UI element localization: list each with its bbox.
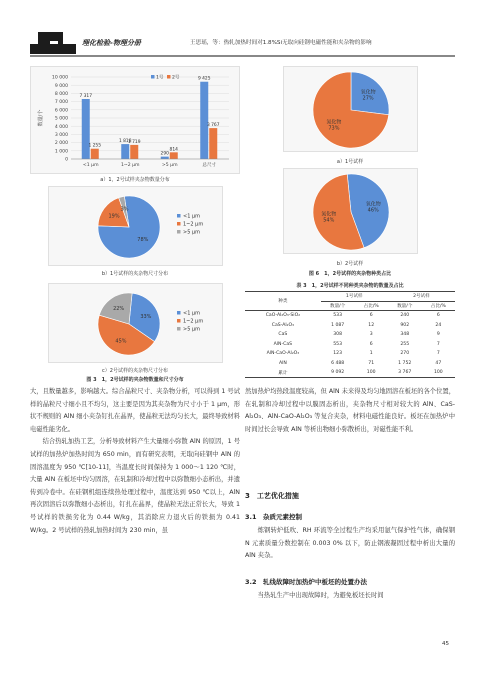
pie6b-caption: b）2号试样 — [336, 261, 364, 267]
y-tick-label: 7 000 — [54, 100, 68, 106]
table-cell: 6 — [369, 341, 373, 347]
section-3-1-text — [245, 525, 455, 563]
table-cell: 7 — [436, 341, 440, 347]
table-cell: 1 087 — [331, 322, 345, 328]
size-pie-sample2 — [49, 284, 224, 364]
bar — [82, 99, 90, 159]
y-tick-label: 6 000 — [54, 108, 68, 114]
table-cell: 308 — [333, 332, 343, 338]
table-cell: 7 — [436, 351, 440, 357]
table-row — [245, 349, 455, 359]
legend-label: 1~2 μm — [183, 318, 204, 325]
legend-swatch — [167, 75, 171, 79]
pie-b-frame — [48, 186, 223, 266]
table-cell: 3 767 — [388, 368, 422, 378]
table-row — [245, 368, 455, 378]
section-3-1-heading: 3.1 杂质元素控制 — [245, 513, 303, 521]
paragraph: 当热轧生产中出现故障时，为避免板坯长时间 — [257, 592, 384, 599]
section-3-heading: 3 工艺优化措施 — [245, 492, 299, 500]
table-cell: 3 — [369, 332, 373, 338]
table3 — [245, 291, 455, 378]
table-subhead: 占比/% — [422, 301, 455, 311]
bar — [161, 157, 169, 159]
slice-label: 46% — [367, 207, 379, 214]
table-cell: 100 — [422, 368, 455, 378]
bar — [200, 82, 208, 159]
table-cell: 71 — [368, 360, 375, 366]
y-tick-label: 3 000 — [54, 133, 68, 138]
y-tick-label: 10 000 — [51, 75, 68, 81]
table-cell: 348 — [400, 332, 410, 338]
table-cell: AlN-CaO-Al₂O₃ — [266, 351, 300, 357]
type-pie-sample2 — [284, 169, 419, 255]
table-cell: 270 — [400, 351, 410, 357]
running-title: 王思瑶，等：热轧加热时间对1.8%Si无取向硅钢电磁性能和夹杂物的影响 — [190, 40, 372, 46]
slice-label: 氮化物 — [326, 119, 342, 126]
data-label: 3 767 — [206, 123, 220, 129]
data-label: 290 — [160, 151, 169, 157]
table-cell: 255 — [400, 341, 410, 347]
x-tick-label: 1~2 μm — [120, 163, 140, 168]
legend-label: >5 μm — [183, 326, 201, 333]
table-cell: 240 — [400, 313, 410, 319]
paragraph: 大，且数量越多，影响越大。综合晶粒尺寸、夹杂物分析，可以得到 1 号试样的晶粒尺寸细小且不均匀，这主要是因为其夹杂物为尺寸小于 1 μm，形状不规则的 AlN 细小夹杂钉扎在晶界，使晶粒无法均匀长大，最终导致材料电磁性能劣化。 — [30, 388, 240, 433]
bar-chart-caption: a）1，2号试样夹杂物数量分布 — [100, 177, 170, 183]
journal-logo-icon — [30, 30, 76, 54]
y-tick-label: 2 000 — [54, 141, 68, 147]
table-subhead: 占比/% — [355, 301, 388, 311]
table3-title: 表 3 1，2号试样不同种类夹杂物的数量及占比 — [296, 283, 404, 289]
x-tick-label: 总尺寸 — [202, 163, 217, 168]
y-axis-label: 数量/个 — [38, 109, 44, 127]
data-label: 9 425 — [197, 76, 211, 82]
paragraph: 炼钢转炉低吹、RH 环流等全过程生产均采用氩气保护性气体，确保钢 N 元素质量分数控制在 0.003 0% 以下，防止钢液凝固过程中析出大量的 AlN 夹杂。 — [245, 527, 455, 560]
table-row — [245, 320, 455, 330]
bar — [209, 128, 217, 159]
slice-label: 78% — [137, 236, 149, 243]
slice-label: 19% — [108, 213, 120, 220]
table-head-kind: 种类 — [245, 292, 321, 311]
legend-label: <1 μm — [183, 213, 201, 220]
pie6a-caption: a）1号试样 — [336, 159, 364, 165]
slice-label: 氧化物 — [360, 89, 376, 96]
table-cell: AlN-CaS — [273, 341, 293, 347]
slice-label: 氮化物 — [321, 211, 337, 218]
table-cell: CaO-Al₂O₃-SiO₂ — [265, 313, 301, 319]
table-cell: 533 — [333, 313, 343, 319]
table-cell: CaS — [278, 332, 288, 338]
slice-label: 氧化物 — [365, 201, 381, 208]
bar — [121, 144, 129, 159]
table-cell: CaS-Al₂O₃ — [271, 322, 294, 328]
type-pie-sample1 — [284, 67, 419, 153]
table-cell: 6 — [369, 313, 373, 319]
table-cell: 100 — [355, 368, 388, 378]
table-cell: 553 — [333, 341, 343, 347]
table-cell: 9 092 — [321, 368, 355, 378]
legend-swatch — [177, 327, 181, 331]
table-cell: 9 — [436, 332, 440, 338]
table-cell: 47 — [435, 360, 442, 366]
section-3-2-heading: 3.2 轧线故障时加热炉中板坯的处置办法 — [245, 578, 368, 586]
bar — [130, 145, 138, 159]
table-cell: AlN — [278, 360, 287, 366]
bar-chart — [31, 67, 241, 175]
table-row — [245, 330, 455, 340]
y-tick-label: 4 000 — [54, 124, 68, 130]
header-rule — [30, 55, 455, 57]
figure6-caption: 图 6 1，2号试样的夹杂物种类占比 — [308, 271, 392, 277]
legend-swatch — [151, 75, 155, 79]
pie-b-caption: b）1号试样的夹杂物尺寸分布 — [101, 271, 169, 277]
size-pie-sample1 — [49, 187, 224, 267]
pie-c-caption: c）2号试样的夹杂物尺寸分布 — [102, 368, 168, 374]
bar — [170, 152, 178, 159]
legend-swatch — [177, 319, 181, 323]
slice-label: 33% — [140, 313, 152, 320]
table-subhead: 数量/个 — [321, 301, 355, 311]
paragraph: 然加热炉均热段温度较高，但 AlN 未来得及均匀地固溶在板坯的各个位置，在轧制和冷却过程中以膜固态析出，夹杂物尺寸相对较大的 AlN、CaS-Al₂O₃、AlN-CaO-Al₂O₃ 等复合夹杂，材料电磁性能良好。板坯在加热炉中时间过长会导致 AlN 等析出物细小弥散析出，对磁性能不利。 — [245, 388, 455, 433]
table-head-group1: 1号试样 — [321, 292, 388, 302]
pie6b-frame — [283, 168, 418, 254]
table3-body — [245, 311, 455, 378]
running-header — [30, 30, 455, 54]
data-label: 814 — [169, 147, 178, 153]
pie6a-frame — [283, 66, 418, 152]
slice-label: 22% — [113, 306, 125, 313]
right-column-text — [245, 386, 455, 436]
y-tick-label: 8 000 — [54, 92, 68, 97]
x-tick-label: <1 μm — [82, 163, 99, 168]
legend-label: 1号 — [156, 75, 164, 81]
legend-swatch — [177, 230, 181, 234]
table-cell: 902 — [400, 322, 410, 328]
y-tick-label: 0 — [65, 157, 68, 163]
table-cell: 12 — [368, 322, 375, 328]
paragraph: 结合热轧加热工艺，分析导致材料产生大量细小弥散 AlN 的原因，1 号试样的加热炉加热时间为 650 min，而有研究表明，无取向硅钢中 AlN 的固溶温度为 950 ℃[10-11]，当温度长时间保持为 1 000～1 120 ℃时，大量 AlN 在板坯中均匀固溶，在轧制和冷却过程中以弥散细小态析出，并遗传到冷卷中。在硅钢机组连续热处理过程中，温度达到 950 ℃以上，AlN 再次固溶后以弥散细小态析出，钉扎在晶界，使晶粒无法正常长大，导致 1 号试样的铁损劣化为 0.44 W/kg，其消除应力退火后的铁损为 0.41 W/kg。2 号试样的热轧加热时间为 230 min，虽 — [30, 438, 240, 534]
table-row — [245, 339, 455, 349]
data-label: 1 818 — [118, 139, 132, 145]
y-tick-label: 9 000 — [54, 83, 68, 89]
legend-label: 2号 — [172, 75, 180, 81]
y-tick-label: 1 000 — [54, 149, 68, 155]
left-column-text — [30, 386, 240, 537]
bar — [91, 149, 99, 159]
legend-swatch — [177, 214, 181, 218]
table-cell: 24 — [435, 322, 442, 328]
table-cell: 6 488 — [331, 360, 345, 366]
bar-chart-frame — [30, 66, 240, 174]
section-3-2-text — [245, 590, 455, 603]
table-cell: 1 — [369, 351, 373, 357]
table-cell: 1 752 — [398, 360, 412, 366]
table-subhead: 数量/个 — [388, 301, 422, 311]
y-tick-label: 5 000 — [54, 116, 68, 122]
data-label: 7 317 — [79, 94, 93, 100]
table-head-group2: 2号试样 — [388, 292, 455, 302]
journal-name: 理化检验-物理分册 — [82, 39, 141, 47]
table-row — [245, 311, 455, 321]
table-cell: 6 — [436, 313, 440, 319]
slice-label: 27% — [362, 95, 374, 102]
slice-label: 3% — [120, 206, 129, 213]
legend-swatch — [177, 311, 181, 315]
pie-c-frame — [48, 283, 223, 363]
legend-swatch — [177, 222, 181, 226]
legend-label: >5 μm — [183, 229, 201, 236]
legend-label: 1~2 μm — [183, 221, 204, 228]
table-row — [245, 359, 455, 369]
table-cell: 累计 — [245, 368, 321, 378]
slice-label: 73% — [328, 125, 340, 132]
x-tick-label: >5 μm — [161, 163, 178, 168]
legend-label: <1 μm — [183, 310, 201, 317]
slice-label: 45% — [115, 338, 127, 345]
page-number: 45 — [442, 641, 449, 647]
data-label: 1 255 — [88, 143, 102, 149]
figure3-caption: 图 3 1，2号试样的夹杂物数量和尺寸分布 — [86, 377, 184, 383]
slice-label: 54% — [323, 217, 335, 224]
table-cell: 123 — [333, 351, 343, 357]
data-label: 1 719 — [127, 139, 141, 145]
